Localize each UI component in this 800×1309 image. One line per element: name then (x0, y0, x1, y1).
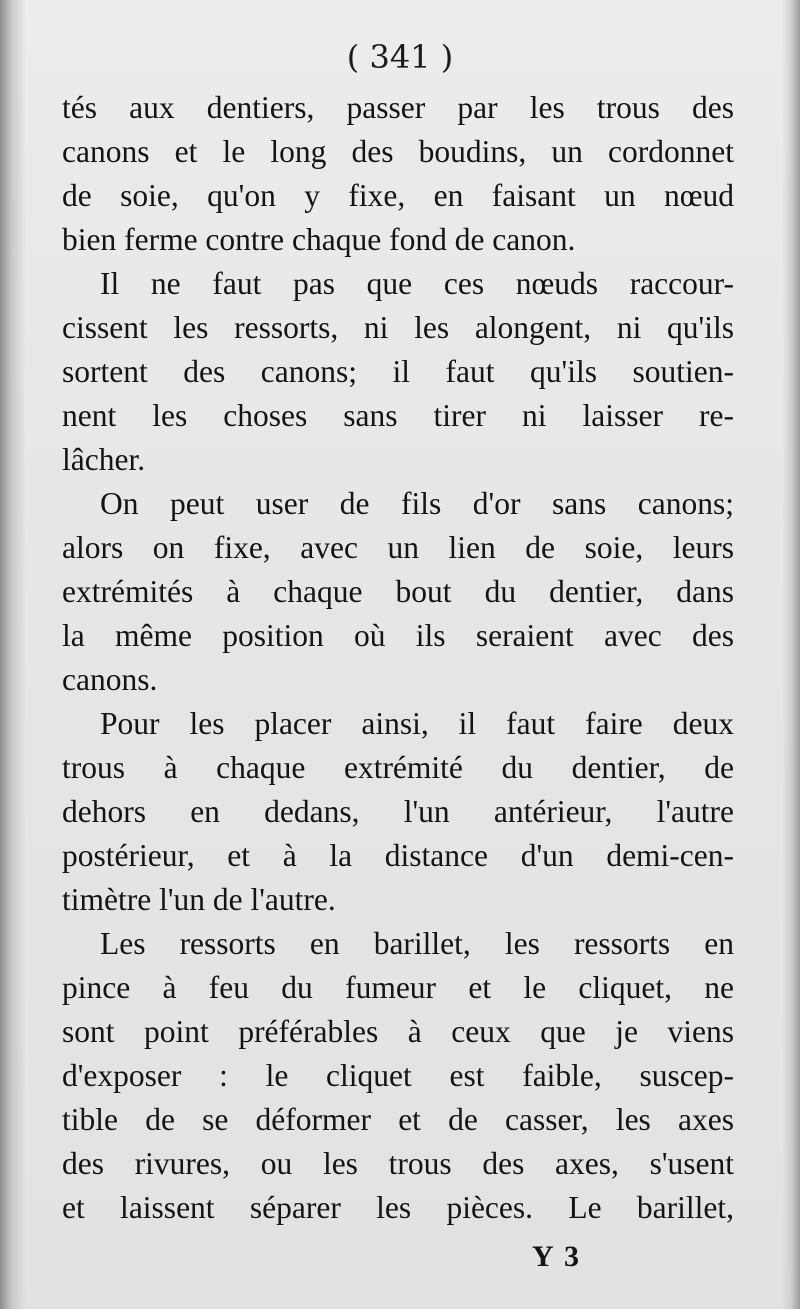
text-line: tible de se déformer et de casser, les axes (62, 1102, 734, 1137)
page-left-edge-shadow (0, 0, 26, 1309)
text-line: des rivures, ou les trous des axes, s'usent (62, 1146, 734, 1181)
text-line: extrémités à chaque bout du dentier, dans (62, 574, 734, 609)
body-text (62, 86, 734, 1230)
text-line: de soie, qu'on y fixe, en faisant un nœud (62, 178, 734, 213)
text-line: postérieur, et à la distance d'un demi-cen- (62, 838, 734, 873)
text-line: Pour les placer ainsi, il faut faire deux (100, 706, 734, 741)
text-line: lâcher. (62, 442, 146, 477)
text-line: dehors en dedans, l'un antérieur, l'autre (62, 794, 734, 829)
text-line: timètre l'un de l'autre. (62, 882, 336, 917)
text-line: et laissent séparer les pièces. Le barillet, (62, 1190, 734, 1225)
text-line: Il ne faut pas que ces nœuds raccour- (100, 266, 734, 301)
text-line: cissent les ressorts, ni les alongent, ni qu'ils (62, 310, 734, 345)
page-number: ( 341 ) (346, 38, 454, 76)
text-line: Les ressorts en barillet, les ressorts en (100, 926, 734, 961)
text-line: On peut user de fils d'or sans canons; (100, 486, 734, 521)
text-line: sont point préférables à ceux que je viens (62, 1014, 734, 1049)
text-line: pince à feu du fumeur et le cliquet, ne (62, 970, 734, 1005)
text-line: trous à chaque extrémité du dentier, de (62, 750, 734, 785)
text-line: sortent des canons; il faut qu'ils soutien- (62, 354, 734, 389)
page-right-edge-shadow (782, 0, 800, 1309)
text-line: nent les choses sans tirer ni laisser re- (62, 398, 734, 433)
text-line: tés aux dentiers, passer par les trous des (62, 90, 734, 125)
text-line: bien ferme contre chaque fond de canon. (62, 222, 576, 257)
text-line: la même position où ils seraient avec des (62, 618, 734, 653)
text-line: canons et le long des boudins, un cordonnet (62, 134, 734, 169)
signature-mark: Y 3 (532, 1240, 582, 1273)
text-line: alors on fixe, avec un lien de soie, leurs (62, 530, 734, 565)
text-line: d'exposer : le cliquet est faible, suscep- (62, 1058, 734, 1093)
text-line: canons. (62, 662, 158, 697)
